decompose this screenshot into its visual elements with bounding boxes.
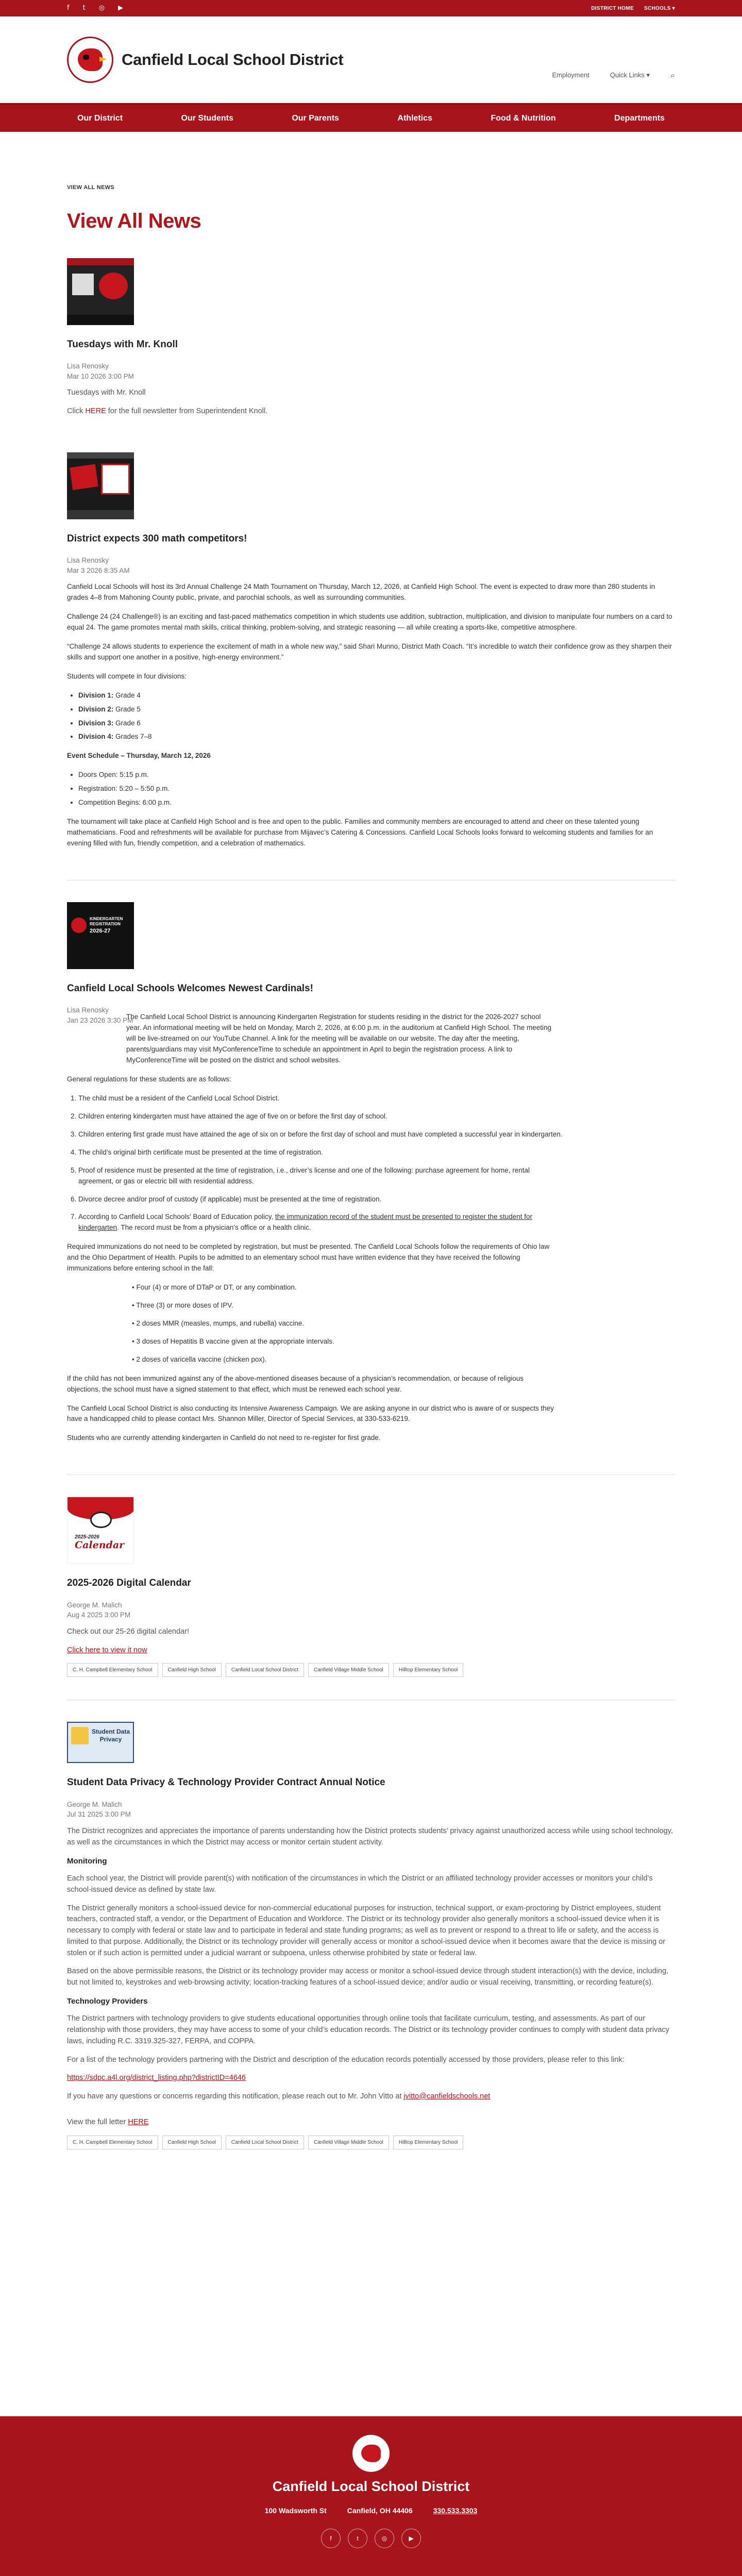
school-tag[interactable]: Hilltop Elementary School (393, 1663, 464, 1677)
immunization-item: • Four (4) or more of DTaP or DT, or any combination. (132, 1283, 297, 1292)
news-item (67, 1700, 675, 2172)
nav-our-parents[interactable]: Our Parents (292, 113, 339, 123)
facebook-icon[interactable]: f (67, 4, 70, 12)
news-thumbnail[interactable] (67, 1722, 134, 1763)
news-paragraph: “Challenge 24 allows students to experience the excitement of math in a whole new way,” said Shari Munno, District Math Coach. “It’s incredible to watch their confidence grow as they sharpen their skills and support one another in a positive, high-energy environment.” (67, 642, 672, 661)
news-date: Jan 23 2026 3:30 PM (67, 1016, 133, 1024)
schedule-item: • Competition Begins: 6:00 p.m. (78, 798, 675, 808)
news-title[interactable]: Student Data Privacy & Technology Provider Contract Annual Notice (67, 1777, 385, 1788)
news-paragraph: The District generally monitors a school-issued device for non-commercial educational purposes for instruction, technical support, or exam-proctoring by District employees, student teachers, contracted staff, a vendor, or the Department of Education and Workforce. The District or its technology provider also generally monitors a school-issued device when it is necessary to comply with federal or state law and to participate in federal and state funding programs; as well as to prevent or respond to a threat to life or safety, and the access is limited to that purpose. Additionally, the District or its technology provider will generally access or monitor a school-issued device when it becomes aware that the device is missing or stolen or if such action is permitted under a judicial warrant or subpoena, unless otherwise prohibited by state or federal law. (67, 1904, 666, 1957)
site-header (0, 16, 742, 103)
regulation-item: 2. Children entering kindergarten must have attained the age of five on or before the first day of school. (78, 1111, 675, 1122)
thumb-text: REGISTRATION (90, 922, 121, 927)
news-author: Lisa Renosky (67, 556, 109, 565)
footer-phone[interactable]: 330.533.3303 (433, 2506, 478, 2515)
school-tags (67, 2136, 675, 2149)
social-links (67, 3, 123, 13)
division-item: • Division 2: Grade 5 (78, 704, 675, 715)
news-date: Mar 10 2026 3:00 PM (67, 372, 134, 380)
school-tag[interactable]: Canfield High School (162, 2136, 222, 2149)
sdpc-link[interactable]: https://sdpc.a4l.org/district_listing.php?districtID=4646 (67, 2074, 246, 2082)
news-paragraph: The District partners with technology providers to give students educational opportunities through online tools that facilitate curriculum, testing, and assessments. As part of our relationship with those providers, they may have access to some of your child’s education records. The District or its technology provider continues to comply with student data privacy laws, including R.C. 3319.325-327, FERPA, and COPPA. (67, 2014, 669, 2045)
division-item: • Division 1: Grade 4 (78, 690, 675, 701)
thumb-text: Student Data (92, 1728, 130, 1736)
full-letter-text: View the full letter HERE (67, 2117, 149, 2126)
employment-link[interactable]: Employment (552, 71, 589, 79)
news-paragraph: The tournament will take place at Canfield High School and is free and open to the public. Families and community members are encouraged to attend and cheer on these talented young mathematicians. Food and refreshments will be available for purchase from Mijavec’s Catering & Concessions. Canfield Local Schools looks forward to welcoming students and families for an evening filled with fun, friendly competition, and a celebration of mathematics. (67, 818, 653, 847)
cardinal-icon (361, 2445, 381, 2462)
calendar-link[interactable]: Click here to view it now (67, 1646, 147, 1654)
news-list (0, 236, 742, 2172)
regulation-item: 1. The child must be a resident of the Canfield Local School District. (78, 1093, 675, 1104)
schedule-item: • Registration: 5:20 – 5:50 p.m. (78, 784, 675, 794)
regulation-item: 7. According to Canfield Local Schools’ Board of Education policy, the immunization record of the student must be presented to register the student for kindergarten. The record must be from a physician’s office or a health clinic. (78, 1212, 675, 1233)
division-item: • Division 4: Grades 7–8 (78, 732, 675, 742)
news-paragraph: If you have any questions or concerns regarding this notification, please reach out to Mr. John Vitto at jvitto@canfieldschools.net (67, 2092, 491, 2101)
news-author: George M. Malich (67, 1800, 122, 1808)
immunization-item: • 2 doses of varicella vaccine (chicken pox). (132, 1355, 267, 1363)
school-tag[interactable]: C. H. Campbell Elementary School (67, 1663, 158, 1677)
school-tag[interactable]: Canfield Village Middle School (308, 1663, 389, 1677)
news-paragraph: The Canfield Local School District is announcing Kindergarten Registration for students residing in the district for the 2026-2027 school year. An informational meeting will be held on Monday, March 2, 2026, at 6:00 p.m. in the auditorium at Canfield High School. The meeting will be live-streamed on our YouTube Channel. A link for the meeting will be available on our website. The day after the meeting, parents/guardians may visit MyConferenceTime to schedule an appointment in April to begin the registration process. A link to MyConferenceTime will be posted on the district and school websites. (126, 1013, 551, 1064)
news-date: Mar 3 2026 8:35 AM (67, 566, 130, 574)
news-paragraph: General regulations for these students are as follows: (67, 1075, 231, 1083)
news-paragraph: Each school year, the District will provide parent(s) with notification of the circumstances in which the District or an affiliated technology provider accesses or monitors your child’s school-issued device as defined by state law. (67, 1874, 653, 1894)
news-author: Lisa Renosky (67, 1006, 109, 1014)
schools-dropdown[interactable]: SCHOOLS ▾ (644, 5, 675, 11)
breadcrumb[interactable]: VIEW ALL NEWS (67, 184, 114, 191)
footer-address: 100 Wadsworth St (264, 2506, 327, 2515)
search-icon[interactable]: ⌕ (670, 70, 675, 80)
nav-food-nutrition[interactable]: Food & Nutrition (491, 113, 556, 123)
nav-athletics[interactable]: Athletics (397, 113, 432, 123)
news-item (67, 236, 675, 447)
nav-departments[interactable]: Departments (614, 113, 665, 123)
news-paragraph: Challenge 24 (24 Challenge®) is an exciting and fast-paced mathematics competition in which students use addition, subtraction, multiplication, and division to manipulate four numbers on a card to equal 24. The game promotes mental math skills, critical thinking, problem-solving, and strategic reasoning — all while creating a sports-like, competitive atmosphere. (67, 613, 672, 632)
news-title[interactable]: Canfield Local Schools Welcomes Newest Cardinals! (67, 982, 313, 994)
instagram-icon[interactable]: ◎ (375, 2529, 394, 2548)
news-paragraph: If the child has not been immunized against any of the above-mentioned diseases because of a physician’s recommendation, or because of religious objections, the school must have a signed statement to that effect, which must be renewed each school year. (67, 1374, 524, 1393)
immunization-item: • Three (3) or more doses of IPV. (132, 1301, 233, 1309)
news-summary: Tuesdays with Mr. Knoll (67, 388, 146, 397)
news-author: Lisa Renosky (67, 362, 109, 370)
news-title[interactable]: 2025-2026 Digital Calendar (67, 1578, 191, 1589)
thumb-text: 2025-2026 (75, 1534, 99, 1540)
news-title[interactable]: Tuesdays with Mr. Knoll (67, 338, 178, 350)
news-date: Jul 31 2025 3:00 PM (67, 1810, 131, 1819)
news-click-text: Click HERE for the full newsletter from Superintendent Knoll. (67, 406, 268, 415)
district-logo[interactable] (67, 37, 113, 83)
immunization-item: • 2 doses MMR (measles, mumps, and rubella) vaccine. (132, 1319, 305, 1327)
news-thumbnail[interactable] (67, 1497, 134, 1564)
regulation-item: 6. Divorce decree and/or proof of custody (if applicable) must be presented at the time of registration. (78, 1194, 675, 1205)
news-item (67, 447, 675, 880)
news-item (67, 1475, 675, 1700)
quick-links-dropdown[interactable]: Quick Links ▾ (610, 71, 650, 79)
news-item (67, 880, 675, 1475)
nav-our-students[interactable]: Our Students (181, 113, 233, 123)
news-thumbnail[interactable] (67, 258, 134, 325)
news-author: George M. Malich (67, 1601, 122, 1609)
site-footer (0, 2416, 742, 2576)
news-paragraph: The Canfield Local School District is also conducting its Intensive Awareness Campaign. We are asking anyone in our district who is aware of or suspects they have a handicapped child to please contact Mrs. Shannon Miller, Director of Special Services, at 330-533-6219. (67, 1404, 554, 1423)
news-title[interactable]: District expects 300 math competitors! (67, 533, 247, 544)
section-heading: Monitoring (67, 1856, 107, 1866)
footer-city: Canfield, OH 44406 (347, 2506, 413, 2515)
news-paragraph: Students who are currently attending kindergarten in Canfield do not need to re-register for first grade. (67, 1434, 381, 1442)
main-nav (0, 103, 742, 132)
district-home-link[interactable]: DISTRICT HOME (591, 5, 634, 11)
immunization-item: • 3 doses of Hepatitis B vaccine given at the appropriate intervals. (132, 1337, 334, 1345)
instagram-icon[interactable]: ◎ (98, 4, 105, 12)
full-letter-link[interactable]: HERE (128, 2117, 149, 2126)
regulation-item: 4. The child’s original birth certificate must be presented at the time of registration. (78, 1147, 675, 1158)
school-tag[interactable]: Canfield Local School District (226, 2136, 304, 2149)
twitter-icon[interactable]: t (82, 4, 86, 12)
thumb-text: Calendar (75, 1539, 125, 1551)
page-title: View All News (67, 209, 201, 232)
footer-title: Canfield Local School District (272, 2479, 470, 2494)
footer-logo[interactable] (352, 2435, 390, 2472)
school-tag[interactable]: Canfield High School (162, 1663, 222, 1677)
site-title[interactable]: Canfield Local School District (122, 50, 344, 69)
newsletter-link[interactable]: HERE (85, 406, 106, 415)
news-paragraph: Canfield Local Schools will host its 3rd Annual Challenge 24 Math Tournament on Thursday, March 12, 2026, at Canfield High School. The event is expected to draw more than 280 students in grades 4–8 from Mahoning County public, private, and parochial schools, as well as surrounding communities. (67, 583, 655, 602)
nav-our-district[interactable]: Our District (77, 113, 123, 123)
news-summary: Check out our 25-26 digital calendar! (67, 1627, 189, 1636)
youtube-icon[interactable]: ▶ (401, 2529, 421, 2548)
news-thumbnail[interactable] (67, 902, 134, 969)
news-paragraph: For a list of the technology providers partnering with the District and description of the education records potentially accessed by those providers, please refer to this link: (67, 2055, 625, 2064)
facebook-icon[interactable]: f (321, 2529, 341, 2548)
thumb-text: 2026-27 (90, 927, 111, 934)
school-tags (67, 1663, 675, 1677)
schedule-title: Event Schedule – Thursday, March 12, 2026 (67, 752, 211, 760)
cardinal-icon (78, 48, 103, 71)
division-item: • Division 3: Grade 6 (78, 718, 675, 729)
regulation-item: 5. Proof of residence must be presented at the time of registration, i.e., driver’s license and one of the following: purchase agreement for home, rental agreement, or gas or electric bill with residential address. (78, 1165, 675, 1187)
school-tag[interactable]: Hilltop Elementary School (393, 2136, 464, 2149)
top-utility-bar (0, 0, 742, 16)
regulation-item: 3. Children entering first grade must have attained the age of six on or before the first day of school and must have completed a successful year in kindergarten. (78, 1129, 675, 1140)
section-heading: Technology Providers (67, 1996, 148, 2006)
news-paragraph: Based on the above permissible reasons, the District or its technology provider may access or monitor a school-issued device through student interaction(s) with the device, including, but not limited to, keystrokes and web-browsing activity; location-tracking features of a school-issued device; and/or audio or visual receiving, transmitting, or recording feature(s). (67, 1967, 669, 1987)
news-paragraph: Required immunizations do not need to be completed by registration, but must be presented. The Canfield Local Schools follow the requirements of Ohio law and the Ohio Department of Health. Pupils to be admitted to an elementary school must have written evidence that they have received the following immunizations before entering school in the fall: (67, 1243, 550, 1273)
news-date: Aug 4 2025 3:00 PM (67, 1611, 131, 1619)
email-link[interactable]: jvitto@canfieldschools.net (403, 2092, 491, 2101)
thumb-text: Privacy (99, 1735, 122, 1743)
news-meta (67, 361, 675, 381)
school-tag[interactable]: Canfield Local School District (226, 1663, 304, 1677)
school-tag[interactable]: Canfield Village Middle School (308, 2136, 389, 2149)
school-tag[interactable]: C. H. Campbell Elementary School (67, 2136, 158, 2149)
twitter-icon[interactable]: t (348, 2529, 367, 2548)
schedule-item: • Doors Open: 5:15 p.m. (78, 770, 675, 781)
youtube-icon[interactable]: ▶ (118, 4, 124, 12)
news-thumbnail[interactable] (67, 452, 134, 519)
news-paragraph: Students will compete in four divisions: (67, 672, 187, 680)
thumb-text: KINDERGARTEN (90, 916, 123, 921)
news-paragraph: The District recognizes and appreciates the importance of parents understanding how the District protects students’ privacy against unauthorized access while using school technology, as well as the circumstances in which the District may access or monitor certain student activity. (67, 1827, 673, 1846)
